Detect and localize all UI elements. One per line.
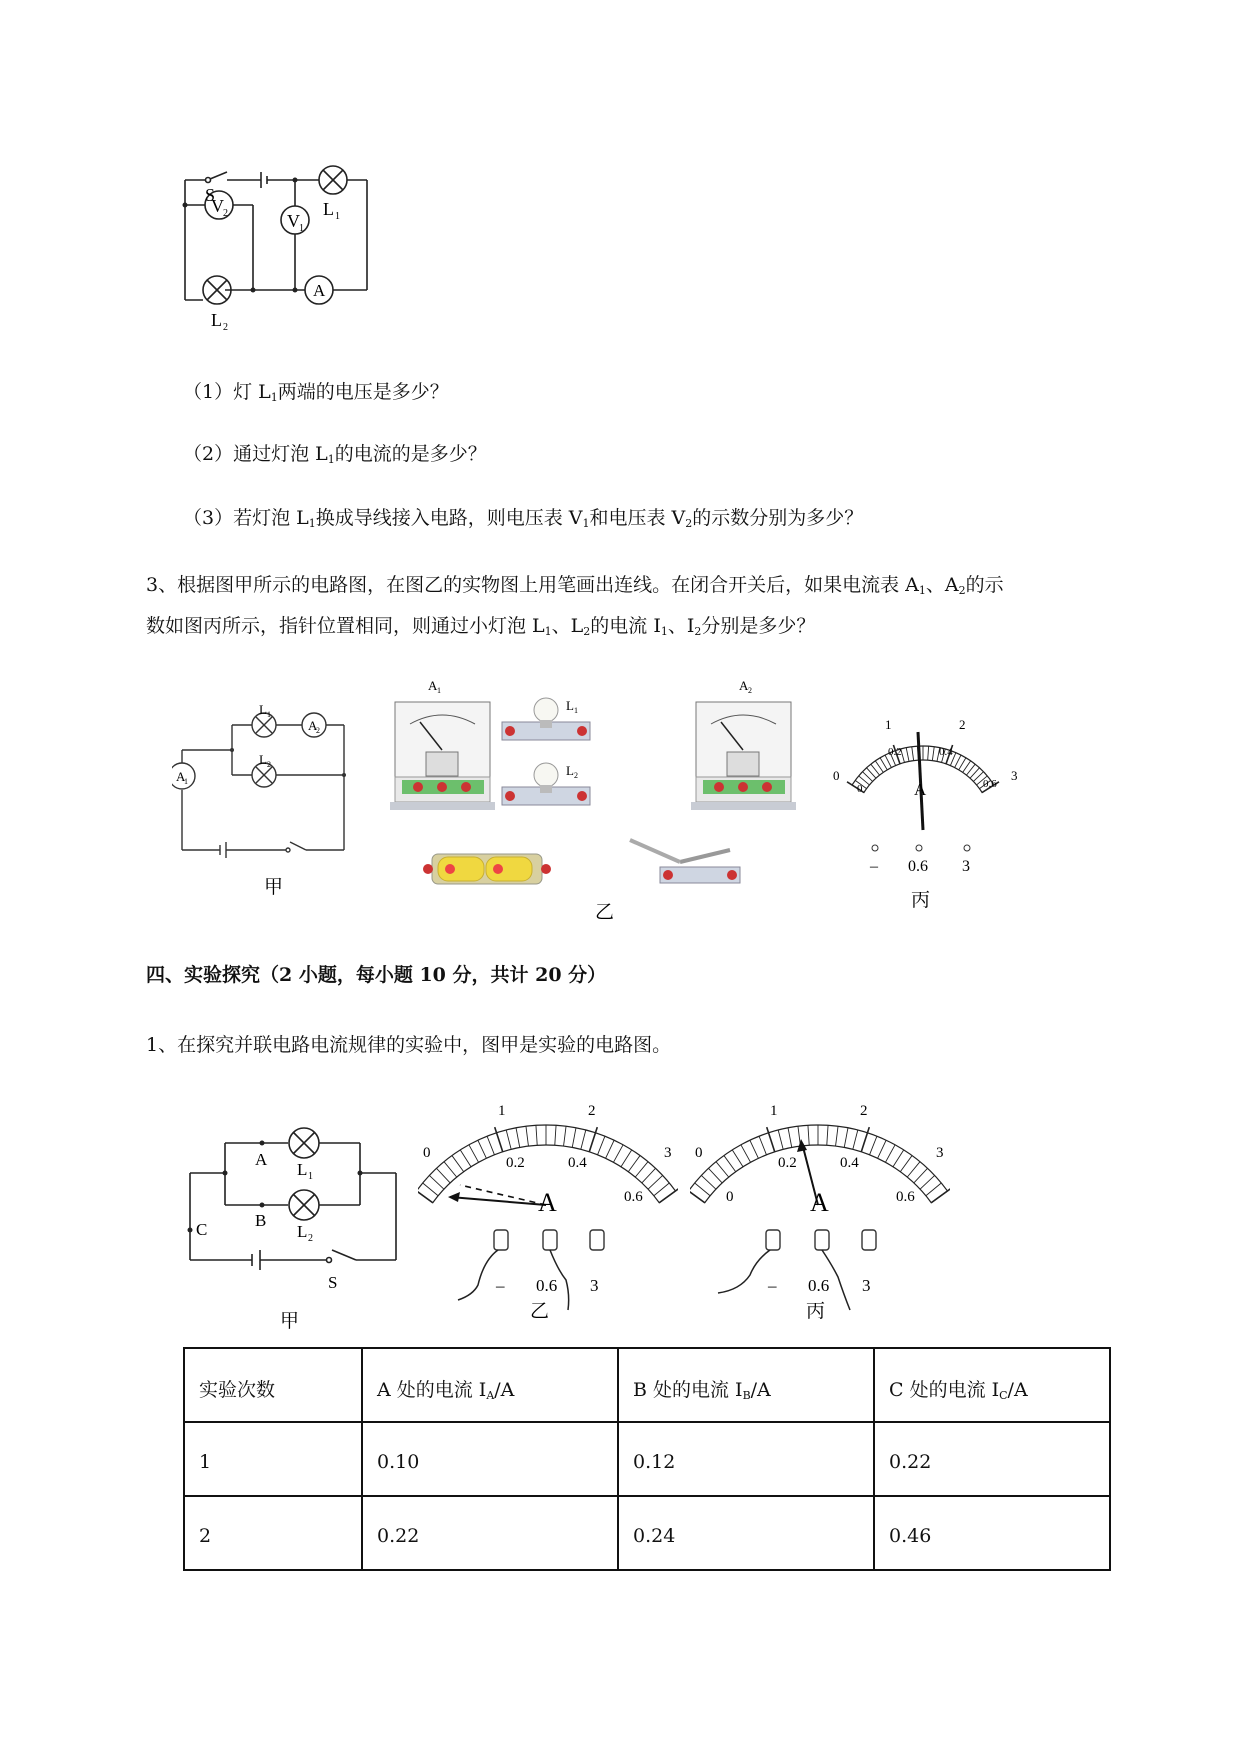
figure-2-jia-circuit xyxy=(172,690,392,910)
bulb-l1-sub: 1 xyxy=(574,706,578,715)
meter-bing-tick xyxy=(788,1128,792,1148)
terminal-minus: – xyxy=(870,858,878,875)
dial2-tick xyxy=(880,758,887,770)
text: （2）通过灯泡 L xyxy=(183,443,328,465)
table-cell: 0.22 xyxy=(874,1422,1110,1496)
dial-bottom-04: 0.4 xyxy=(939,746,953,758)
text: 、A xyxy=(925,574,959,596)
meter-a1-sub: 1 xyxy=(437,686,441,695)
meter-yi-tick xyxy=(642,1168,656,1183)
l1-label: L xyxy=(259,702,267,717)
v1-sub: 1 xyxy=(299,223,304,234)
v2-label: V xyxy=(211,196,224,216)
switch-label: S xyxy=(328,1273,338,1292)
meter-yi-tick xyxy=(469,1145,479,1163)
table-row xyxy=(184,1422,1110,1496)
text: /A xyxy=(1007,1378,1028,1401)
meter-yi-tick xyxy=(436,1168,450,1183)
meter-terminal-0-6: 0.6 xyxy=(808,1276,830,1295)
meter-yi-tick xyxy=(613,1145,623,1163)
figure-3-bing-meter xyxy=(690,1095,950,1325)
v1-label: V xyxy=(287,211,300,231)
meter-yi-tick xyxy=(598,1136,605,1155)
sub: 1 xyxy=(582,517,590,530)
meter-yi-tick xyxy=(452,1156,464,1172)
text: 3、根据图甲所示的电路图，在图乙的实物图上用笔画出连线。在闭合开关后，如果电流表 A xyxy=(146,574,919,596)
sub: 2 xyxy=(958,584,966,597)
v2-sub: 2 xyxy=(223,208,228,219)
sub: 2 xyxy=(694,625,702,638)
figure-3-jia-circuit xyxy=(180,1125,410,1350)
sub: 1 xyxy=(918,584,926,597)
terminal-3: 3 xyxy=(962,858,970,875)
header-cell xyxy=(184,1348,362,1422)
table-cell: 2 xyxy=(184,1496,362,1570)
l1-label: L xyxy=(323,199,334,219)
l1-sub: 1 xyxy=(267,710,271,719)
meter-bottom-02: 0.2 xyxy=(506,1155,525,1171)
meter-yi-tick xyxy=(487,1136,494,1155)
meter-bing-tick xyxy=(893,1150,904,1167)
a2-label: A xyxy=(308,718,318,733)
knife-switch xyxy=(630,840,740,883)
dial-bottom-0: 0 xyxy=(857,783,863,795)
text: /A xyxy=(494,1378,515,1401)
meter-bing-tick xyxy=(808,1125,809,1145)
ammeter-a1 xyxy=(390,678,495,810)
bulb-l2-sub: 2 xyxy=(574,771,578,780)
meter-bing-tick xyxy=(926,1183,941,1196)
dial2-tick xyxy=(932,747,934,761)
meter-bing-tick xyxy=(914,1168,928,1183)
text: B 处的电流 I xyxy=(633,1378,743,1401)
dial2-tick xyxy=(959,758,966,770)
text: （3）若灯泡 L xyxy=(183,507,309,529)
dial-top-3: 3 xyxy=(1011,768,1018,783)
dial-bottom-02: 0.2 xyxy=(888,746,902,758)
question-part-1 xyxy=(183,379,449,411)
meter-unit: A xyxy=(810,1188,829,1217)
question-3-line-1 xyxy=(146,572,1004,604)
meter-bottom-04: 0.4 xyxy=(840,1155,859,1171)
dial-top-0: 0 xyxy=(833,768,840,783)
meter-bottom-02: 0.2 xyxy=(778,1155,797,1171)
a1-sub: 1 xyxy=(184,777,188,786)
meter-bing-tick xyxy=(836,1126,839,1146)
text: 两端的电压是多少？ xyxy=(277,381,449,403)
text: 的示数分别为多少？ xyxy=(692,507,864,529)
question-3-line-2 xyxy=(146,613,815,645)
meter-bing-tick xyxy=(844,1128,848,1148)
sub: C xyxy=(999,1388,1008,1402)
point-b-label: B xyxy=(255,1211,267,1230)
l1-sub: 1 xyxy=(335,211,340,222)
bulb-l1-label: L xyxy=(566,698,574,713)
table-cell: 0.22 xyxy=(362,1496,618,1570)
text: 、L xyxy=(551,615,584,637)
table-cell: 1 xyxy=(184,1422,362,1496)
text: 实验次数 xyxy=(199,1378,276,1401)
l1-label: L xyxy=(297,1160,308,1179)
caption-yi: 乙 xyxy=(595,902,615,923)
table-cell: 0.46 xyxy=(874,1496,1110,1570)
meter-bing-tick xyxy=(750,1140,759,1158)
figure-2-bing-dial xyxy=(815,705,1035,915)
dial2-tick xyxy=(906,748,909,762)
meter-yi-tick xyxy=(478,1140,487,1158)
text: 的示 xyxy=(965,574,1004,596)
section-4-title: 四、实验探究（2 小题，每小题 10 分，共计 20 分） xyxy=(146,964,607,986)
meter-bing-tick xyxy=(716,1162,729,1177)
figure-2-yi-equipment xyxy=(390,672,800,927)
meter-bottom-06: 0.6 xyxy=(896,1189,915,1205)
header-cell xyxy=(362,1348,618,1422)
meter-yi-tick xyxy=(429,1175,444,1189)
meter-bing-tick xyxy=(870,1136,877,1155)
meter-yi-tick xyxy=(564,1126,567,1146)
point-a-label: A xyxy=(255,1150,268,1169)
meter-yi-tick xyxy=(621,1150,632,1167)
meter-bottom-0: 0 xyxy=(726,1189,734,1205)
point-c-label: C xyxy=(196,1220,208,1239)
dial-unit: A xyxy=(914,780,927,799)
bulb-l2-label: L xyxy=(566,763,574,778)
meter-top-1: 1 xyxy=(770,1103,778,1119)
dial2-tick xyxy=(963,761,971,773)
meter-yi-tick xyxy=(628,1156,640,1172)
text: 、I xyxy=(667,615,695,637)
meter-bing-tick xyxy=(732,1150,743,1167)
l2-sub: 2 xyxy=(267,760,271,769)
caption-bing: 丙 xyxy=(806,1301,826,1322)
sub: B xyxy=(742,1388,751,1402)
meter-bing-tick xyxy=(701,1175,716,1189)
meter-yi-tick xyxy=(526,1126,529,1146)
table-cell: 0.10 xyxy=(362,1422,618,1496)
meter-terminal-minus: – xyxy=(496,1276,505,1295)
table-cell: 0.12 xyxy=(618,1422,874,1496)
meter-bing-tick xyxy=(708,1168,722,1183)
meter-bing-tick xyxy=(907,1162,920,1177)
meter-bing-tick xyxy=(853,1130,858,1149)
meter-yi-tick xyxy=(581,1130,586,1149)
meter-bing-tick xyxy=(878,1140,887,1158)
switch-label: S xyxy=(205,185,216,205)
text: 和电压表 V xyxy=(589,507,686,529)
meter-top-1: 1 xyxy=(498,1103,506,1119)
battery-holder xyxy=(423,854,551,884)
meter-terminal-minus: – xyxy=(768,1276,777,1295)
sub: 1 xyxy=(544,625,552,638)
bulb-l1 xyxy=(502,698,590,740)
current-measurement-table xyxy=(183,1347,1111,1571)
meter-a2-sub: 2 xyxy=(748,686,752,695)
dial2-tick xyxy=(928,746,929,760)
caption-yi: 乙 xyxy=(530,1301,550,1322)
text: 的电流的是多少？ xyxy=(334,443,487,465)
table-row xyxy=(184,1496,1110,1570)
meter-bottom-06: 0.6 xyxy=(624,1189,643,1205)
l2-sub: 2 xyxy=(223,322,228,333)
text: 换成导线接入电路，则电压表 V xyxy=(315,507,583,529)
table-header-row xyxy=(184,1348,1110,1422)
meter-yi-tick xyxy=(555,1125,556,1145)
meter-bing-tick xyxy=(778,1130,783,1149)
meter-unit: A xyxy=(538,1188,557,1217)
question-4-1: 1、在探究并联电路电流规律的实验中，图甲是实验的电路图。 xyxy=(146,1034,672,1056)
meter-terminal-0-6: 0.6 xyxy=(536,1276,558,1295)
meter-terminal-3: 3 xyxy=(862,1276,871,1295)
meter-yi-tick xyxy=(572,1128,576,1148)
dial-top-1: 1 xyxy=(885,717,892,732)
meter-bing-tick xyxy=(695,1183,710,1196)
meter-yi-tick xyxy=(635,1162,648,1177)
text: /A xyxy=(750,1378,771,1401)
dial-bottom-06: 0.6 xyxy=(983,778,997,790)
question-part-3 xyxy=(183,505,863,537)
dial2-tick xyxy=(875,761,883,773)
meter-top-3: 3 xyxy=(936,1145,944,1161)
meter-yi-tick xyxy=(460,1150,471,1167)
meter-top-2: 2 xyxy=(860,1103,868,1119)
table-cell: 0.24 xyxy=(618,1496,874,1570)
meter-bing-tick xyxy=(724,1156,736,1172)
meter-yi-tick xyxy=(606,1140,615,1158)
dial2-tick xyxy=(955,755,961,767)
text: A 处的电流 I xyxy=(377,1378,487,1401)
dial-top-2: 2 xyxy=(959,717,966,732)
dial2-tick xyxy=(912,747,914,761)
text: 的电流 I xyxy=(590,615,661,637)
meter-top-0: 0 xyxy=(695,1145,703,1161)
l1-sub: 1 xyxy=(308,1171,313,1182)
l2-label: L xyxy=(297,1222,308,1241)
bulb-l2 xyxy=(502,763,590,805)
text: （1）灯 L xyxy=(183,381,271,403)
l2-sub: 2 xyxy=(308,1233,313,1244)
caption-jia: 甲 xyxy=(280,1311,300,1332)
text: 分别是多少？ xyxy=(701,615,816,637)
meter-bing-tick xyxy=(885,1145,895,1163)
meter-yi-tick xyxy=(516,1128,520,1148)
header-cell xyxy=(618,1348,874,1422)
meter-bing-tick xyxy=(900,1156,912,1172)
caption-bing: 丙 xyxy=(911,890,931,911)
a1-label: A xyxy=(176,769,186,784)
figure-3-yi-meter xyxy=(418,1095,678,1325)
text: C 处的电流 I xyxy=(889,1378,1000,1401)
header-cell xyxy=(874,1348,1110,1422)
meter-bing-tick xyxy=(920,1175,935,1189)
meter-yi-tick xyxy=(536,1125,537,1145)
meter-yi-tick xyxy=(648,1175,663,1189)
l2-label: L xyxy=(211,310,222,330)
meter-top-0: 0 xyxy=(423,1145,431,1161)
meter-bottom-04: 0.4 xyxy=(568,1155,587,1171)
meter-yi-tick xyxy=(444,1162,457,1177)
figure-circuit-voltmeters xyxy=(175,160,380,335)
ammeter-a2 xyxy=(691,678,796,810)
sub: A xyxy=(486,1388,495,1402)
a2-sub: 2 xyxy=(316,726,320,735)
meter-bing-tick xyxy=(741,1145,751,1163)
meter-yi-tick xyxy=(423,1183,438,1196)
meter-bing-tick xyxy=(827,1125,828,1145)
meter-a2-label: A xyxy=(739,678,749,693)
meter-yi-tick xyxy=(654,1183,669,1196)
sub: 1 xyxy=(327,453,335,466)
question-part-2 xyxy=(183,441,487,473)
terminal-0-6: 0.6 xyxy=(908,858,928,875)
caption-jia: 甲 xyxy=(264,877,284,898)
meter-bing-tick xyxy=(759,1136,766,1155)
sub: 2 xyxy=(685,517,693,530)
meter-top-3: 3 xyxy=(664,1145,672,1161)
l2-label: L xyxy=(259,752,267,767)
sub: 2 xyxy=(583,625,591,638)
sub: 1 xyxy=(270,391,278,404)
meter-terminal-3: 3 xyxy=(590,1276,599,1295)
meter-top-2: 2 xyxy=(588,1103,596,1119)
text: 数如图丙所示，指针位置相同，则通过小灯泡 L xyxy=(146,615,545,637)
meter-a1-label: A xyxy=(428,678,438,693)
sub: 1 xyxy=(660,625,668,638)
meter-yi-tick xyxy=(506,1130,511,1149)
ammeter-label: A xyxy=(313,281,326,300)
sub: 1 xyxy=(308,517,316,530)
